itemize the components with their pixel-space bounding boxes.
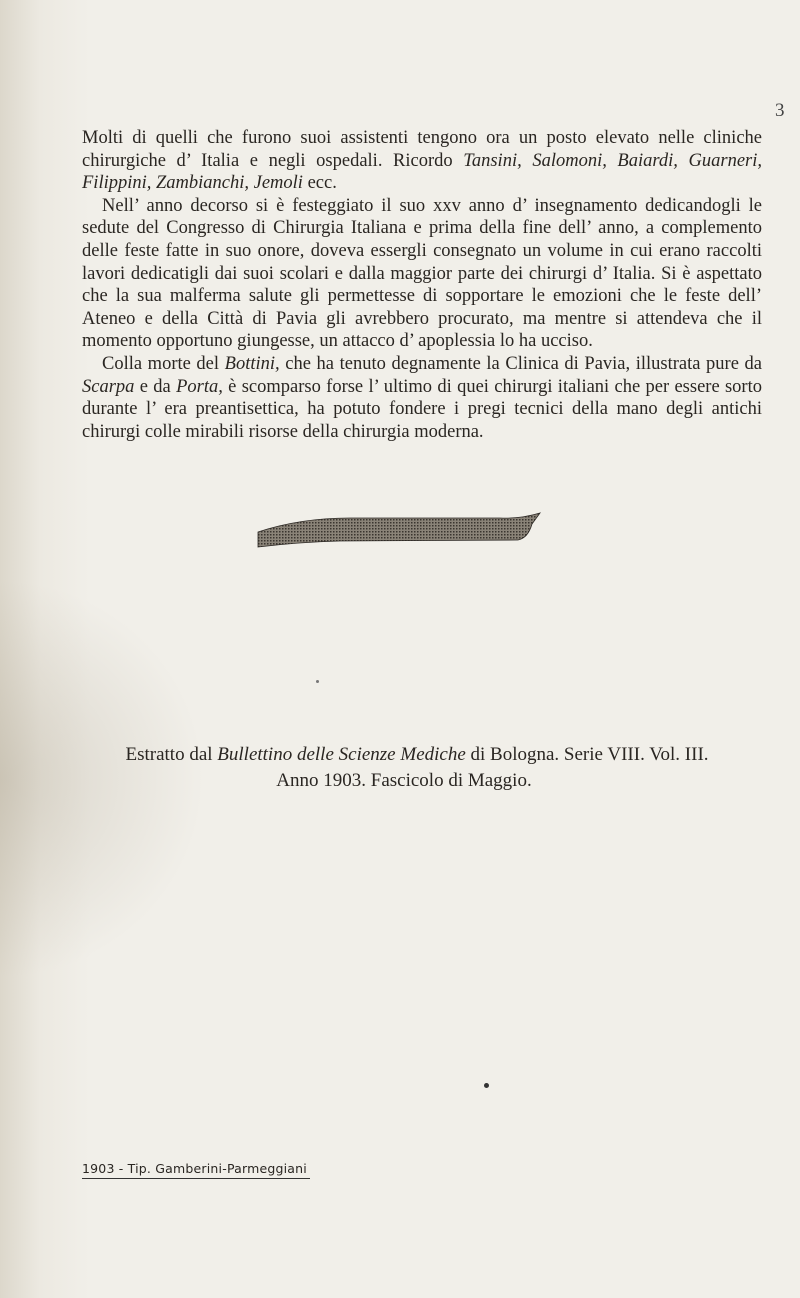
name-bottini: Bottini, [224,353,280,374]
paragraph-text: Colla morte del [102,353,225,374]
journal-title: Bullettino delle Scienze Mediche [217,744,466,765]
assistant-names: Tansini, Salomoni, Baiardi, Guarneri, Filippini, Zambianchi, Jemoli [82,150,762,194]
paragraph-anniversary: Nell’ anno decorso si è festeggiato il suo xxv anno d’ insegnamento dedicandogli le sedute del Congresso di Chirurgia Italiana e prima della fine dell’ anno, a complemento delle feste fatte in suo onore, doveva essergli consegnato un volume in cui erano raccolti lavori dedicatigli dai suoi scolari e dalla maggior parte dei chirurgi d’ Italia. Si è aspettato che la sua malferma salute gli permettesse di sopportare le emozioni che le feste dell’ Ateneo e della Città di Pavia gli avrebbero procurato, ma mentre si attendeva che il momento opportuno giungesse, un attacco d’ apoplessia lo ha ucciso. [82,195,762,352]
paragraph-text: è scomparso forse l’ ultimo di quei chirurgi italiani che per essere sorto durante l’ era preantisettica, ha potuto fondere i pregi tecnici della mano degli antichi chirurgi colle mirabili risorse della chirurgia moderna. [82,376,762,442]
name-scarpa: Scarpa [82,376,135,397]
paragraph-text: Molti di quelli che furono suoi assistenti tengono ora un posto elevato nelle cliniche chirurgiche d’ Italia e negli ospedali. Ricordo [82,128,762,171]
printer-imprint: 1903 - Tip. Gamberini-Parmeggiani [82,1161,310,1179]
extract-note [0,742,800,794]
ink-speck [316,680,319,683]
extract-line-2: Anno 1903. Fascicolo di Maggio. [276,770,532,791]
name-porta: Porta, [176,376,223,397]
paragraph-text: che ha tenuto degnamente la Clinica di Pavia, illustrata pure da [279,353,762,374]
paragraph-text: e da [134,376,177,397]
extract-line-1 [0,742,800,768]
extract-text: Estratto dal [125,744,218,765]
ink-speck [484,1083,489,1088]
paragraph-text: ecc. [302,173,337,194]
decorative-rule-ornament [0,0,800,560]
page-number: 3 [775,100,785,121]
extract-text: di Bologna. Serie VIII. Vol. III. [465,744,709,765]
